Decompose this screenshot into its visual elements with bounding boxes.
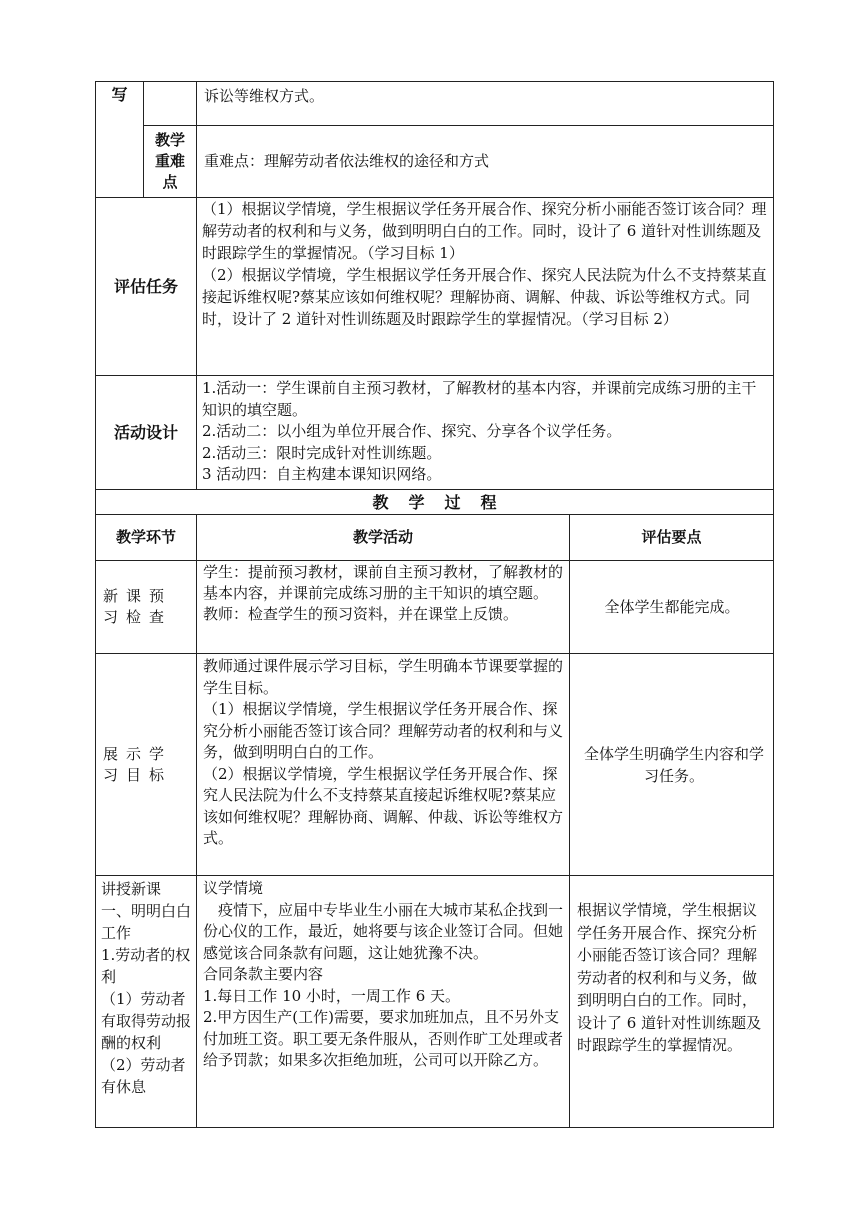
key-points-label-line: 教学 xyxy=(154,131,185,149)
assessment-content xyxy=(202,198,770,375)
activity-line: 2.甲方因生产(工作)需要，要求加班加点，且不另外支付加班工资。职工要无条件服从，否则作旷工处理或者给予罚款；如果多次拒绝加班，公司可以开除乙方。 xyxy=(203,1008,564,1069)
assessment-paragraph: （2）根据议学情境，学生根据议学任务开展合作、探究人民法院为什么不支持蔡某直接起诉维权呢?蔡某应该如何维权呢？理解协商、调解、仲裁、诉讼等维权方式。同时，设计了 2 道针对性训练题及时跟踪学生的掌握情况。（学习目标 2） xyxy=(202,266,767,328)
stage-line: （2）劳动者有休息 xyxy=(101,1056,186,1096)
activity-preview xyxy=(203,562,565,653)
header-activity: 教学活动 xyxy=(352,528,413,546)
assessment-label: 评估任务 xyxy=(113,277,178,296)
rule xyxy=(569,514,570,1128)
stage-line: （1）劳动者有取得劳动报酬的权利 xyxy=(101,990,192,1052)
label-xie: 写 xyxy=(111,84,128,104)
stage-preview: 新课预习检查 xyxy=(103,587,173,626)
activity-item: 1.活动一：学生课前自主预习教材，了解教材的基本内容，并课前完成练习册的主干知识的填空题。 xyxy=(202,379,757,419)
assess-new-lesson: 根据议学情境，学生根据议学任务开展合作、探究分析小丽能否签订该合同？理解劳动者的权利和与义务，做到明明白白的工作。同时，设计了 6 道针对性训练题及时跟踪学生的掌握情况。 xyxy=(577,901,762,1054)
assessment-paragraph: （1）根据议学情境，学生根据议学任务开展合作、探究分析小丽能否签订该合同？理解劳动者的权利和与义务，做到明明白白的工作。同时，设计了 6 道针对性训练题及时跟踪学生的掌握情况。（学习目标 1） xyxy=(202,200,767,262)
stage-line: 一、明明白白工作 xyxy=(101,902,192,942)
activity-line: 教师：检查学生的预习资料，并在课堂上反馈。 xyxy=(203,605,519,623)
assess-goals: 全体学生明确学生内容和学习任务。 xyxy=(583,744,764,785)
activity-line: 教师通过课件展示学习目标，学生明确本节课要掌握的学生目标。 xyxy=(203,657,564,697)
activity-line: 疫情下，应届中专毕业生小丽在大城市某私企找到一份心仪的工作，最近，她将要与该企业签订合同。但她感觉该合同条款有问题，这让她犹豫不决。 xyxy=(203,900,564,962)
activity-line: （2）根据议学情境，学生根据议学任务开展合作、探究人民法院为什么不支持蔡某直接起诉维权呢?蔡某应该如何维权呢？理解协商、调解、仲裁、诉讼等维权方式。 xyxy=(203,764,564,847)
key-points-text: 重难点：理解劳动者依法维权的途径和方式 xyxy=(204,152,490,170)
header-assess: 评估要点 xyxy=(641,528,702,546)
rule xyxy=(773,81,774,1128)
key-points-label xyxy=(144,126,196,197)
activity-item: 2.活动三：限时完成针对性训练题。 xyxy=(202,443,442,462)
activity-line: 合同条款主要内容 xyxy=(203,965,324,983)
activity-item: 3 活动四：自主构建本课知识网络。 xyxy=(202,465,442,483)
rule xyxy=(196,81,197,490)
activity-line: （1）根据议学情境，学生根据议学任务开展合作、探究分析小丽能否签订该合同？理解劳动者的权利和与义务，做到明明白白的工作。 xyxy=(203,700,564,761)
activity-item: 2.活动二：以小组为单位开展合作、探究、分享各个议学任务。 xyxy=(202,422,622,440)
activity-label: 活动设计 xyxy=(113,423,178,442)
header-stage: 教学环节 xyxy=(115,528,176,546)
stage-goals: 展示学习目标 xyxy=(103,744,173,784)
stage-new-lesson xyxy=(101,878,193,1126)
activity-line: 议学情境 xyxy=(203,879,264,897)
activity-line: 1.每日工作 10 小时，一周工作 6 天。 xyxy=(203,986,461,1005)
process-title: 教学过程 xyxy=(372,492,517,512)
activity-line: 学生：提前预习教材，课前自主预习教材，了解教材的基本内容，并课前完成练习册的主干知识的填空题。 xyxy=(203,563,564,602)
key-points-label-line: 点 xyxy=(162,173,178,191)
assess-preview: 全体学生都能完成。 xyxy=(604,597,740,616)
goal-text-continued: 诉讼等维权方式。 xyxy=(204,87,325,105)
key-points-label-line: 重难 xyxy=(154,152,185,170)
activity-goals xyxy=(203,656,565,875)
activity-new-lesson xyxy=(203,878,565,1126)
rule xyxy=(196,514,197,1128)
activity-content xyxy=(202,378,770,489)
stage-line: 1.劳动者的权利 xyxy=(101,946,191,986)
stage-line: 讲授新课 xyxy=(101,880,162,898)
